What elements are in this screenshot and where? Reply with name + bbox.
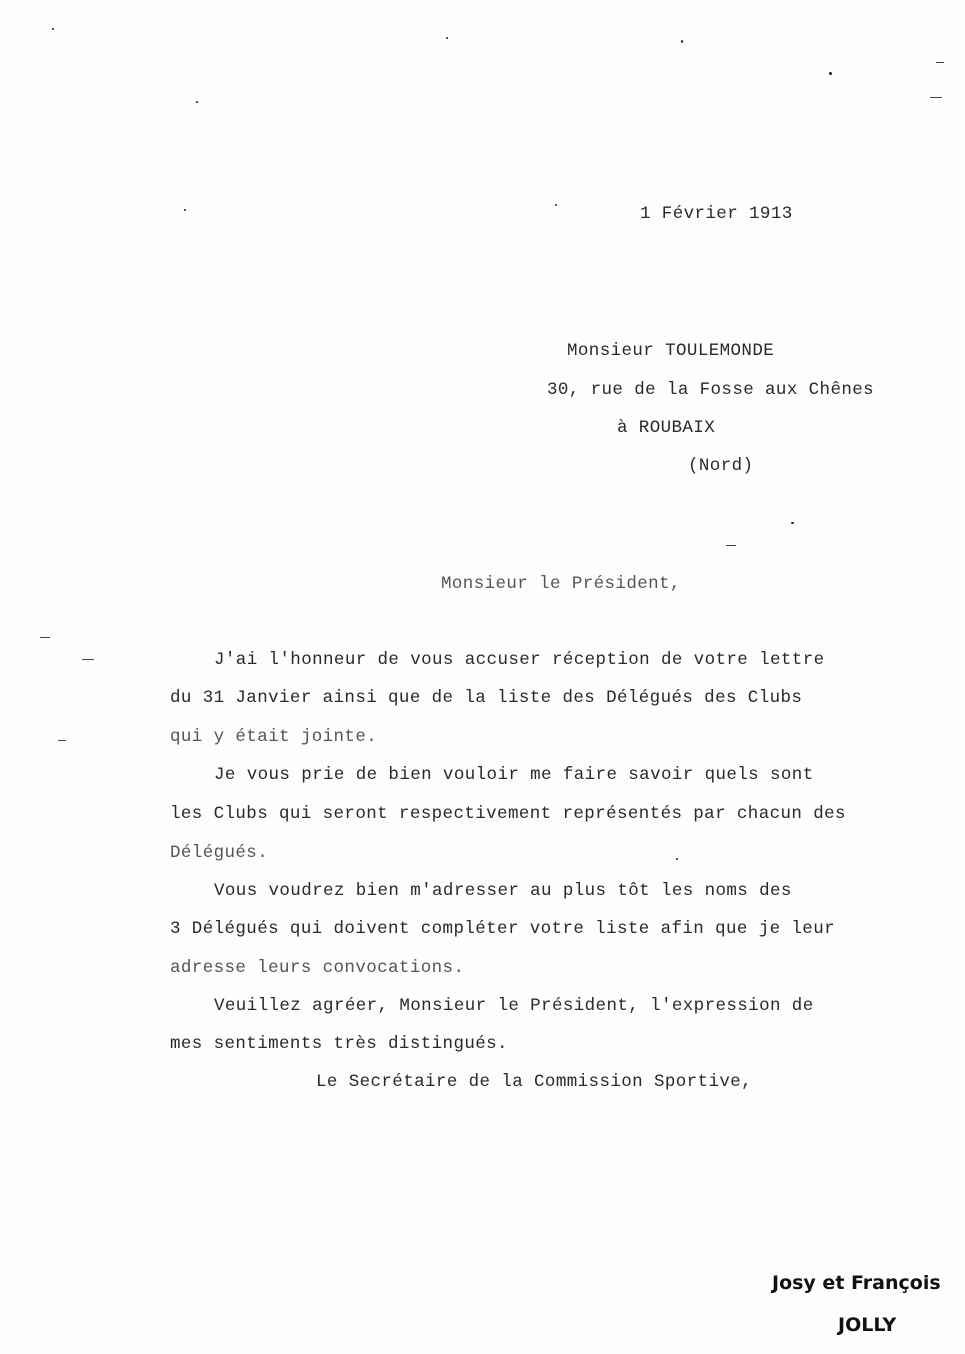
scan-speck	[791, 522, 794, 524]
body-line: Délégués.	[170, 843, 269, 863]
body-line: J'ai l'honneur de vous accuser réception de votre lettre	[214, 650, 825, 670]
scan-speck	[52, 28, 54, 30]
scan-mark	[936, 62, 944, 63]
recipient-region: (Nord)	[688, 456, 754, 476]
scan-speck	[681, 40, 683, 43]
letter-date: 1 Février 1913	[640, 204, 793, 224]
scan-speck	[676, 858, 678, 860]
salutation: Monsieur le Président,	[441, 574, 681, 594]
scan-speck	[196, 101, 198, 103]
scan-mark	[40, 637, 50, 638]
scan-mark	[82, 659, 94, 660]
body-line: les Clubs qui seront respectivement représentés par chacun des	[170, 804, 846, 824]
scan-speck	[829, 72, 832, 75]
body-line: Veuillez agréer, Monsieur le Président, l'expression de	[214, 996, 814, 1016]
recipient-name: Monsieur TOULEMONDE	[567, 341, 775, 361]
body-line: Vous voudrez bien m'adresser au plus tôt les noms des	[214, 881, 792, 901]
scan-speck	[555, 204, 557, 206]
body-line: du 31 Janvier ainsi que de la liste des Délégués des Clubs	[170, 688, 803, 708]
recipient-city: à ROUBAIX	[617, 418, 716, 438]
body-line: 3 Délégués qui doivent compléter votre liste afin que je leur	[170, 919, 836, 939]
scan-mark	[58, 740, 66, 741]
scan-mark	[726, 545, 736, 546]
scan-speck	[446, 37, 448, 39]
credit-line-1: Josy et François	[772, 1272, 941, 1294]
body-line: Je vous prie de bien vouloir me faire savoir quels sont	[214, 765, 814, 785]
scan-mark	[930, 97, 942, 98]
body-line: qui y était jointe.	[170, 727, 378, 747]
body-line: mes sentiments très distingués.	[170, 1034, 508, 1054]
recipient-street: 30, rue de la Fosse aux Chênes	[547, 380, 875, 400]
closing-signature-line: Le Secrétaire de la Commission Sportive,	[316, 1072, 753, 1092]
body-line: adresse leurs convocations.	[170, 958, 465, 978]
scan-speck	[184, 209, 186, 211]
credit-line-2: JOLLY	[838, 1314, 897, 1336]
